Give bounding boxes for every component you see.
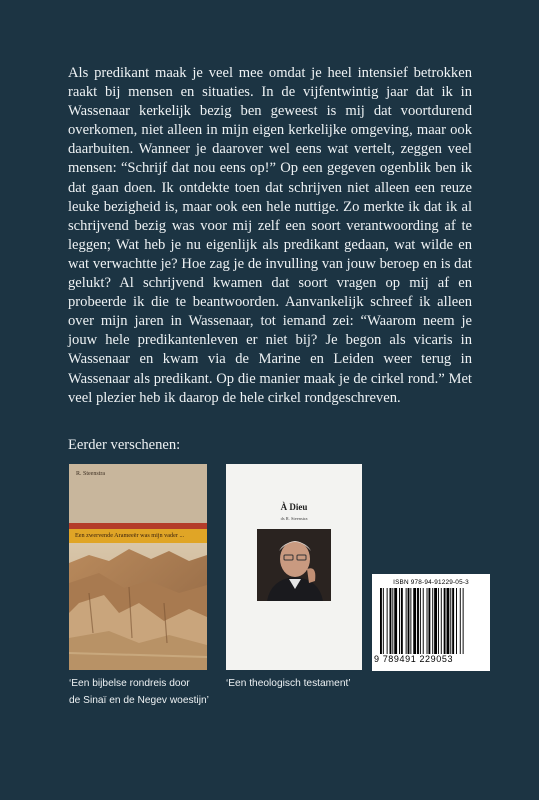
barcode-bar bbox=[434, 588, 437, 654]
barcode-bar bbox=[413, 588, 416, 654]
barcode-bars bbox=[380, 588, 486, 654]
barcode-bar bbox=[420, 588, 421, 654]
back-cover-blurb: Als predikant maak je veel mee omdat je heel intensief betrokken raakt bij mensen en situaties. In de vijfentwintig jaar dat ik in Wassenaar kerkelijk bezig ben geweest is mij dat voortdurend overkomen, niet alleen in mijn eigen kerkelijke omgeving, maar ook daarbuiten. Wanneer je daarover wel eens wat vertelt, zeggen veel mensen: “Schrijf dat nou eens op!” Op een gegeven ogenblik ben ik dat gaan doen. Ik ontdekte toen dat schrijven niet alleen een reuze leuke bezigheid is, maar ook een hele nuttige. Zo merkte ik dat ik al schrijvend bezig was voor mij zelf een soort verantwoording af te leggen; Wat heb je nu eigenlijk als predikant gedaan, wat wilde en wat verwachtte je? Hoe zag je de invulling van jouw beroep en is dat gelukt? Al schrijvend kwamen dat soort vragen op mij af en probeerde ik die te beantwoorden. Aanvankelijk schreef ik alleen over mijn jaren in Wassenaar, tot iemand zei: “Waarom neem je jouw hele predikantenleven er niet bij? Je begon als vicaris in Wassenaar en kwam via de Marine en Leiden weer terug in Wassenaar als predikant. Op die manier maak je de cirkel rond.” Met veel plezier heb ik daarop de hele cirkel rondgeschreven. bbox=[68, 65, 472, 406]
barcode-bar bbox=[427, 588, 428, 654]
book-author: R. Steenstra bbox=[76, 471, 105, 477]
barcode-bar bbox=[460, 588, 461, 654]
barcode-bar bbox=[432, 588, 433, 654]
barcode-bar bbox=[452, 588, 454, 654]
caption-line: ‘Een theologisch testament’ bbox=[226, 678, 351, 689]
book-title: Een zwervende Arameeër was mijn vader ... bbox=[75, 532, 185, 539]
author-portrait-image bbox=[257, 529, 331, 601]
barcode-bar bbox=[408, 588, 410, 654]
isbn-barcode bbox=[372, 574, 490, 671]
isbn-text: ISBN 978-94-91229-05-3 bbox=[393, 579, 469, 586]
barcode-bar bbox=[444, 588, 446, 654]
barcode-bar bbox=[380, 588, 382, 654]
barcode-bar bbox=[406, 588, 407, 654]
book-caption-1 bbox=[69, 676, 229, 709]
barcode-bar bbox=[417, 588, 419, 654]
barcode-bar bbox=[392, 588, 393, 654]
barcode-bar bbox=[383, 588, 384, 654]
caption-line: ‘Een bijbelse rondreis door bbox=[69, 678, 190, 689]
book-caption-2 bbox=[226, 676, 386, 693]
desert-landscape-image bbox=[69, 543, 207, 670]
barcode-bar bbox=[438, 588, 439, 654]
barcode-bar bbox=[387, 588, 388, 654]
barcode-bar bbox=[423, 588, 424, 654]
barcode-bar bbox=[390, 588, 392, 654]
earlier-published-heading: Eerder verschenen: bbox=[68, 437, 181, 453]
barcode-bar bbox=[401, 588, 403, 654]
barcode-bar bbox=[456, 588, 457, 654]
book-cover-a-dieu bbox=[226, 464, 362, 670]
book-title: À Dieu bbox=[280, 502, 308, 512]
barcode-bar bbox=[447, 588, 450, 654]
barcode-bar bbox=[428, 588, 430, 654]
barcode-bar bbox=[399, 588, 400, 654]
barcode-digits: 9 789491 229053 bbox=[374, 654, 454, 664]
barcode-bar bbox=[450, 588, 451, 654]
caption-line: de Sinaï en de Negev woestijn’ bbox=[69, 694, 209, 706]
book-author: ds R. Steenstra bbox=[280, 516, 308, 521]
barcode-bar bbox=[463, 588, 464, 654]
book-cover-zwervende-arameeer bbox=[69, 464, 207, 670]
barcode-bar bbox=[410, 588, 411, 654]
barcode-bar bbox=[441, 588, 442, 654]
barcode-bar bbox=[394, 588, 397, 654]
